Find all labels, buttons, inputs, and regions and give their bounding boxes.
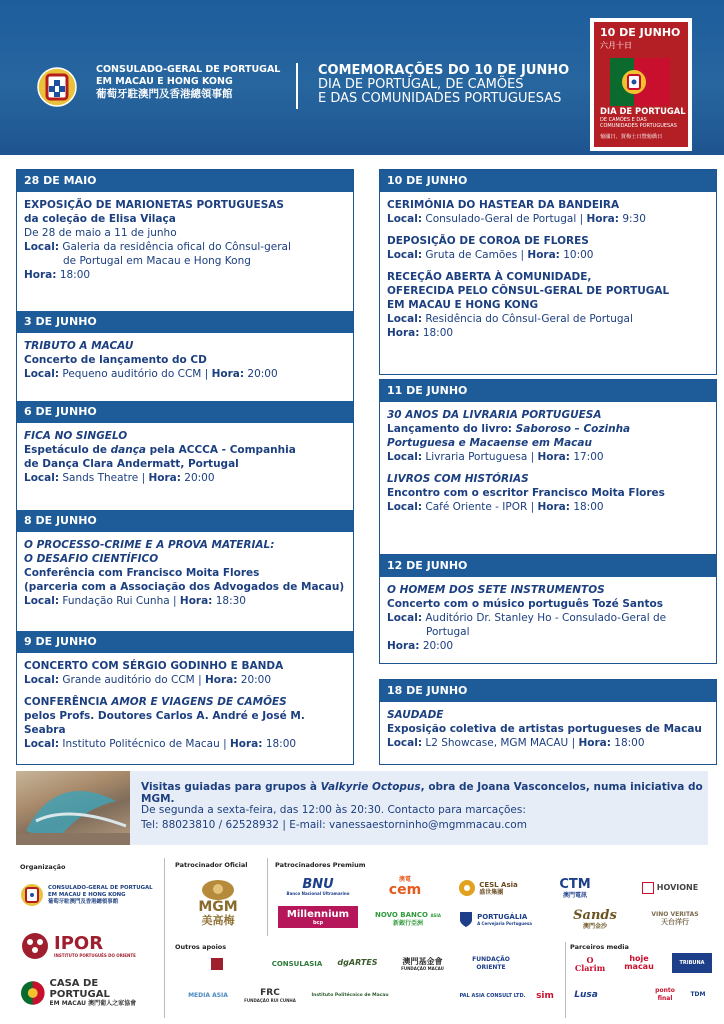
stamp-badge: [590, 18, 692, 151]
consulate-name: [96, 64, 280, 100]
event-location-time: [24, 471, 346, 485]
lusa-logo: Lusa: [574, 990, 598, 1000]
local-label: Local:: [387, 737, 423, 749]
separator: |: [198, 674, 202, 686]
local-value: L2 Showcase, MGM MACAU: [425, 737, 569, 749]
mgm-logo: [178, 872, 258, 932]
visit-contact: Tel: 88023810 / 62528932 | E-mail: vanessaestorninho@mgmmacau.com: [141, 819, 527, 831]
clarim-logo: O Clarim: [574, 955, 606, 973]
local-value: Pequeno auditório do CCM: [62, 368, 202, 380]
mgm-chinese: 美高梅: [201, 913, 235, 927]
date-heading: 18 DE JUNHO: [380, 680, 716, 702]
event-title: FICA NO SINGELO: [24, 430, 128, 442]
frc-logo: [240, 983, 300, 1007]
event-location-3: [387, 312, 709, 326]
aam-logo: [178, 955, 256, 973]
event-location-time: [387, 736, 709, 750]
hora-label: Hora:: [527, 249, 560, 261]
event-subtitle: [387, 422, 709, 436]
event-12-junho: [379, 554, 717, 664]
hora-label: Hora:: [586, 213, 619, 225]
local-value: Café Oriente - IPOR: [425, 501, 528, 513]
stamp-date: 10 DE JUNHO: [600, 26, 681, 39]
hora-value: 18:00: [573, 501, 604, 513]
hora-label: Hora:: [387, 640, 420, 652]
event-subtitle: Concerto com o músico português Tozé Santos: [387, 598, 663, 610]
local-label: Local:: [387, 213, 423, 225]
local-label: Local:: [387, 249, 423, 261]
cesl-name: CESL Asia: [479, 880, 518, 889]
cesl-flower-icon: [458, 879, 476, 897]
hora-label: Hora:: [148, 472, 181, 484]
cesl-chinese: 盛世集團: [479, 888, 504, 896]
casa-emblem-icon: [20, 980, 46, 1006]
date-heading: 10 DE JUNHO: [380, 170, 716, 192]
frc-sub: FUNDAÇÃO RUI CUNHA: [244, 997, 296, 1003]
local-label: Local:: [387, 313, 423, 325]
hora-label: Hora:: [211, 368, 245, 380]
local-label: Local:: [387, 451, 423, 463]
hora-value: 20:00: [422, 640, 454, 652]
ipor-name: IPOR: [54, 933, 104, 954]
commemoration-line-2: DIA DE PORTUGAL, DE CAMÕES: [318, 77, 524, 92]
event-8-junho: [17, 510, 353, 614]
frc-name: FRC: [260, 987, 280, 998]
stamp-chinese: 葡國日、賈梅士日暨葡僑日: [600, 134, 663, 140]
event-title-3b: OFERECIDA PELO CÔNSUL-GERAL DE PORTUGAL: [387, 285, 670, 297]
guided-visits-banner: [16, 771, 708, 845]
casa-portugal-logo: [20, 976, 160, 1010]
sim-logo: sim: [536, 991, 554, 1001]
local-value: Sands Theatre: [62, 472, 139, 484]
consulate-chinese: 葡萄牙駐澳門及香港總領事館: [96, 88, 233, 100]
hora-value: 10:00: [563, 249, 594, 261]
event-title-3c: EM MACAU E HONG KONG: [387, 299, 539, 311]
hora-label: Hora:: [204, 674, 238, 686]
local-value: Galeria da residência ofical do Cônsul-geral: [62, 241, 291, 253]
date-heading: 9 DE JUNHO: [17, 631, 353, 653]
hora-label: Hora:: [578, 737, 611, 749]
consulate-line-1: CONSULADO-GERAL DE PORTUGAL: [96, 64, 281, 75]
hovione-name: HOVIONE: [656, 883, 699, 892]
media-asia-logo: MEDIA ASIA: [188, 992, 228, 999]
header-divider: [296, 63, 298, 109]
stamp-subtitle-1: DE CAMÕES E DAS: [600, 117, 647, 123]
org-consulate-logo: [20, 878, 160, 912]
novo-banco-logo: [368, 907, 448, 931]
fundacao-macau-logo: [385, 953, 460, 975]
event-title: O PROCESSO-CRIME E A PROVA MATERIAL:: [24, 539, 275, 551]
event-28-maio: [17, 170, 353, 288]
event-9-junho: [17, 631, 353, 757]
separator: |: [571, 737, 576, 749]
event-subtitle-3: Encontro com o escritor Francisco Moita Flores: [387, 487, 665, 499]
ipor-logo: [20, 928, 140, 964]
ipor-subtitle: INSTITUTO PORTUGUÊS DO ORIENTE: [54, 953, 136, 958]
millennium-sub: bcp: [312, 919, 324, 926]
event-title-2: O DESAFIO CIENTÍFICO: [24, 553, 159, 565]
stamp-subtitle: [600, 117, 677, 129]
vino-chinese: 天台洋行: [661, 917, 689, 926]
novobanco-text: NOVO BANCO: [374, 911, 428, 919]
right-column: [379, 169, 717, 765]
event-location-time: [24, 367, 346, 381]
bnu-sub: Banco Nacional Ultramarino: [286, 891, 350, 896]
event-11-junho: [379, 379, 717, 555]
event-location-time: [24, 594, 346, 608]
event-location-time-2: [387, 500, 709, 514]
separator: |: [530, 501, 535, 513]
event-location: [24, 240, 346, 254]
dgartes-logo: dgARTES: [337, 958, 378, 967]
event-subtitle: Exposição coletiva de artistas portugueses de Macau: [387, 723, 702, 735]
official-label: Patrocinador Oficial: [175, 861, 248, 869]
hora-value: 18:00: [614, 737, 645, 749]
separator: |: [141, 472, 146, 484]
subtitle-part: pela ACCCA - Companhia: [146, 444, 296, 456]
novobanco-name: [375, 911, 441, 920]
local-label: Local:: [24, 241, 60, 253]
cem-logo: [375, 872, 435, 902]
local-value: Instituto Politécnico de Macau: [62, 738, 220, 750]
org-label: Organização: [20, 863, 66, 871]
event-title: CERIMÓNIA DO HASTEAR DA BANDEIRA: [387, 199, 620, 211]
header-banner: [0, 0, 724, 155]
event-title-2: [24, 695, 346, 709]
subtitle-italic: Saboroso – Cozinha: [515, 423, 631, 435]
visit-title: [141, 781, 708, 805]
hora-label: Hora:: [179, 595, 213, 607]
event-subtitle: da coleção de Elisa Vilaça: [24, 213, 176, 225]
mgm-lion-icon: [198, 878, 238, 900]
divider: [164, 858, 165, 1018]
visit-title-italic: Valkyrie Octopus: [320, 781, 421, 793]
hora-value: 18:00: [422, 327, 454, 339]
hora-value: 18:30: [215, 595, 246, 607]
hovione-icon: [642, 882, 654, 894]
portugalia-crest-icon: [458, 910, 474, 928]
event-time-3: [387, 326, 709, 340]
stamp-date-chinese: 六月十日: [600, 41, 632, 50]
vino-veritas-logo: [640, 906, 710, 930]
event-location-time-2: [24, 737, 346, 751]
local-value: Livraria Portuguesa: [425, 451, 528, 463]
event-dates: De 28 de maio a 11 de junho: [24, 227, 177, 239]
event-6-junho: [17, 401, 353, 491]
event-title: SAUDADE: [387, 709, 444, 721]
stamp-title: DIA DE PORTUGAL: [600, 106, 686, 116]
visit-schedule: De segunda a sexta-feira, das 12:00 às 20:30. Contacto para marcações:: [141, 804, 526, 816]
hora-label: Hora:: [537, 451, 570, 463]
commemoration-line-1: COMEMORAÇÕES DO 10 DE JUNHO: [318, 63, 570, 78]
vino-name: VINO VERITAS: [651, 910, 699, 918]
local-label: Local:: [24, 595, 60, 607]
local-value: Fundação Rui Cunha: [62, 595, 170, 607]
local-label: Local:: [24, 674, 60, 686]
event-10-junho: [379, 169, 717, 375]
event-title: O HOMEM DOS SETE INSTRUMENTOS: [387, 584, 605, 596]
valkyrie-octopus-photo: [16, 771, 130, 845]
mgm-name: MGM: [198, 898, 238, 915]
event-title: EXPOSIÇÃO DE MARIONETAS PORTUGUESAS: [24, 199, 284, 211]
cem-chinese: 澳電: [398, 876, 411, 883]
event-subtitle-2: (parceria com a Associação dos Advogados de Macau): [24, 581, 345, 593]
event-subtitle: Concerto de lançamento do CD: [24, 354, 207, 366]
ponto-final-logo: ponto final: [655, 987, 675, 1002]
consulasia-logo: CONSULASIA: [271, 960, 323, 968]
fundacao-oriente-logo: FUNDAÇÃO ORIENTE: [472, 956, 510, 971]
media-label: Parceiros media: [570, 943, 629, 951]
casa-line1: CASA DE PORTUGAL: [49, 978, 110, 1000]
event-subtitle-2: Portuguesa e Macaense em Macau: [387, 437, 592, 449]
event-subtitle: pelos Profs. Doutores Carlos A. André e José M. Seabra: [24, 710, 305, 736]
local-label: Local:: [24, 738, 60, 750]
hora-label: Hora:: [537, 501, 570, 513]
hora-label: Hora:: [24, 269, 57, 281]
commemoration-title: [318, 64, 569, 106]
local-value: Auditório Dr. Stanley Ho - Consulado-Geral de: [425, 612, 667, 624]
consulate-seal-icon: [20, 881, 44, 909]
bnu-name: BNU: [302, 877, 334, 892]
date-heading: 6 DE JUNHO: [17, 401, 353, 423]
subtitle-part: Espetáculo de: [24, 444, 111, 456]
separator: |: [173, 595, 177, 607]
divider: [565, 942, 566, 1018]
subtitle-part: Lançamento do livro:: [387, 423, 516, 435]
bnu-logo: [278, 875, 358, 899]
event-title: TRIBUTO A MACAU: [24, 340, 134, 352]
title-italic: AMOR E VIAGENS DE CAMÕES: [111, 696, 287, 708]
event-3-junho: [17, 311, 353, 387]
hora-value: 17:00: [573, 451, 604, 463]
tdm-logo: TDM: [690, 991, 706, 998]
event-title-2: DEPOSIÇÃO DE COROA DE FLORES: [387, 235, 589, 247]
portugalia-sub: A Cervejaria Portuguesa: [477, 920, 532, 926]
separator: |: [223, 738, 227, 750]
event-location-time-2: [387, 248, 709, 262]
event-time: [24, 268, 346, 282]
local-value: Consulado-Geral de Portugal: [425, 213, 577, 225]
ipm-logo: Instituto Politécnico de Macau: [311, 993, 389, 998]
separator: |: [579, 213, 584, 225]
millennium-logo: [278, 906, 358, 928]
event-subtitle-2: de Dança Clara Andermatt, Portugal: [24, 458, 239, 470]
org-cons-line1: CONSULADO-GERAL DE PORTUGAL: [48, 884, 153, 891]
local-label: Local:: [387, 612, 423, 624]
hora-value: 9:30: [622, 213, 646, 225]
cem-name: cem: [388, 882, 422, 898]
consulate-seal-icon: [36, 62, 78, 112]
tribuna-logo: TRIBUNA: [672, 953, 712, 973]
sands-logo: [560, 906, 630, 932]
event-location: [387, 611, 709, 625]
separator: |: [204, 368, 209, 380]
hora-value: 20:00: [184, 472, 215, 484]
local-label: Local:: [24, 472, 60, 484]
divider: [267, 858, 268, 936]
novobanco-sub: ASIA: [430, 913, 441, 918]
outros-label: Outros apoios: [175, 943, 227, 951]
event-location-time: [24, 673, 346, 687]
fmacau-chinese: 澳門基金會: [402, 957, 443, 966]
subtitle-italic: dança: [110, 444, 147, 456]
ctm-chinese: 澳門電訊: [562, 891, 587, 899]
left-column: [16, 169, 354, 765]
local-value: Gruta de Camões: [425, 249, 518, 261]
org-cons-line3: 葡萄牙駐澳門及香港總領事館: [48, 898, 119, 905]
hovione-logo: [630, 878, 710, 898]
casa-line2: EM MACAU 澳門葡人之家協會: [49, 1000, 137, 1007]
event-title-2: LIVROS COM HISTÓRIAS: [387, 473, 529, 485]
hora-value: 20:00: [247, 368, 278, 380]
hora-value: 20:00: [240, 674, 272, 686]
event-location-cont: de Portugal em Macau e Hong Kong: [63, 255, 251, 267]
date-heading: 28 DE MAIO: [17, 170, 353, 192]
date-heading: 8 DE JUNHO: [17, 510, 353, 532]
local-label: Local:: [24, 368, 60, 380]
millennium-name: Millennium: [286, 908, 350, 920]
event-time: [387, 639, 709, 653]
event-title-3: RECEÇÃO ABERTA À COMUNIDADE,: [387, 271, 592, 283]
ctm-logo: [545, 874, 605, 902]
event-location-time: [387, 450, 709, 464]
premium-label: Patrocinadores Premium: [275, 861, 366, 869]
event-title: 30 ANOS DA LIVRARIA PORTUGUESA: [387, 409, 602, 421]
separator: |: [520, 249, 525, 261]
hora-label: Hora:: [387, 327, 420, 339]
local-label: Local:: [387, 501, 423, 513]
portugalia-logo: [450, 906, 540, 932]
cesl-logo: [448, 874, 528, 902]
hoje-macau-logo: hoje macau: [624, 954, 654, 971]
title-part: CONFERÊNCIA: [24, 696, 112, 708]
fmacau-sub: FUNDAÇÃO MACAU: [401, 966, 444, 971]
hora-label: Hora:: [230, 738, 263, 750]
org-cons-line2: EM MACAU E HONG KONG: [48, 891, 126, 898]
consulate-line-2: EM MACAU E HONG KONG: [96, 76, 233, 87]
ctm-name: CTM: [559, 876, 591, 892]
date-heading: 11 DE JUNHO: [380, 380, 716, 402]
stamp-subtitle-2: COMUNIDADES PORTUGUESAS: [600, 123, 677, 129]
local-value: Grande auditório do CCM: [62, 674, 195, 686]
novobanco-chinese: 新銀行亞洲: [392, 920, 423, 927]
sands-name: Sands: [573, 907, 617, 923]
event-subtitle: [24, 443, 346, 457]
commemoration-line-3: E DAS COMUNIDADES PORTUGUESAS: [318, 91, 562, 106]
separator: |: [530, 451, 535, 463]
local-value: Residência do Cônsul-Geral de Portugal: [425, 313, 633, 325]
event-location-time: [387, 212, 709, 226]
visit-title-part: Visitas guiadas para grupos à: [141, 781, 321, 793]
pal-asia-logo: PAL ASIA CONSULT LTD.: [459, 993, 526, 999]
portugal-flag-icon: [610, 58, 670, 106]
portugalia-name: PORTUGÁLIA: [477, 912, 528, 921]
event-title: CONCERTO COM SÉRGIO GODINHO E BANDA: [24, 660, 284, 672]
aam-emblem-icon: [210, 957, 224, 971]
event-location-cont: Portugal: [426, 626, 470, 638]
ipor-emblem-icon: [20, 931, 50, 961]
hora-value: 18:00: [59, 269, 91, 281]
event-18-junho: [379, 679, 717, 765]
hora-value: 18:00: [265, 738, 297, 750]
visit-title-part: , obra de Joana Vasconcelos, numa iniciativa do MGM.: [141, 781, 703, 805]
date-heading: 12 DE JUNHO: [380, 555, 716, 577]
sands-chinese: 澳門金沙: [582, 922, 607, 930]
event-subtitle: Conferência com Francisco Moita Flores: [24, 567, 260, 579]
date-heading: 3 DE JUNHO: [17, 311, 353, 333]
